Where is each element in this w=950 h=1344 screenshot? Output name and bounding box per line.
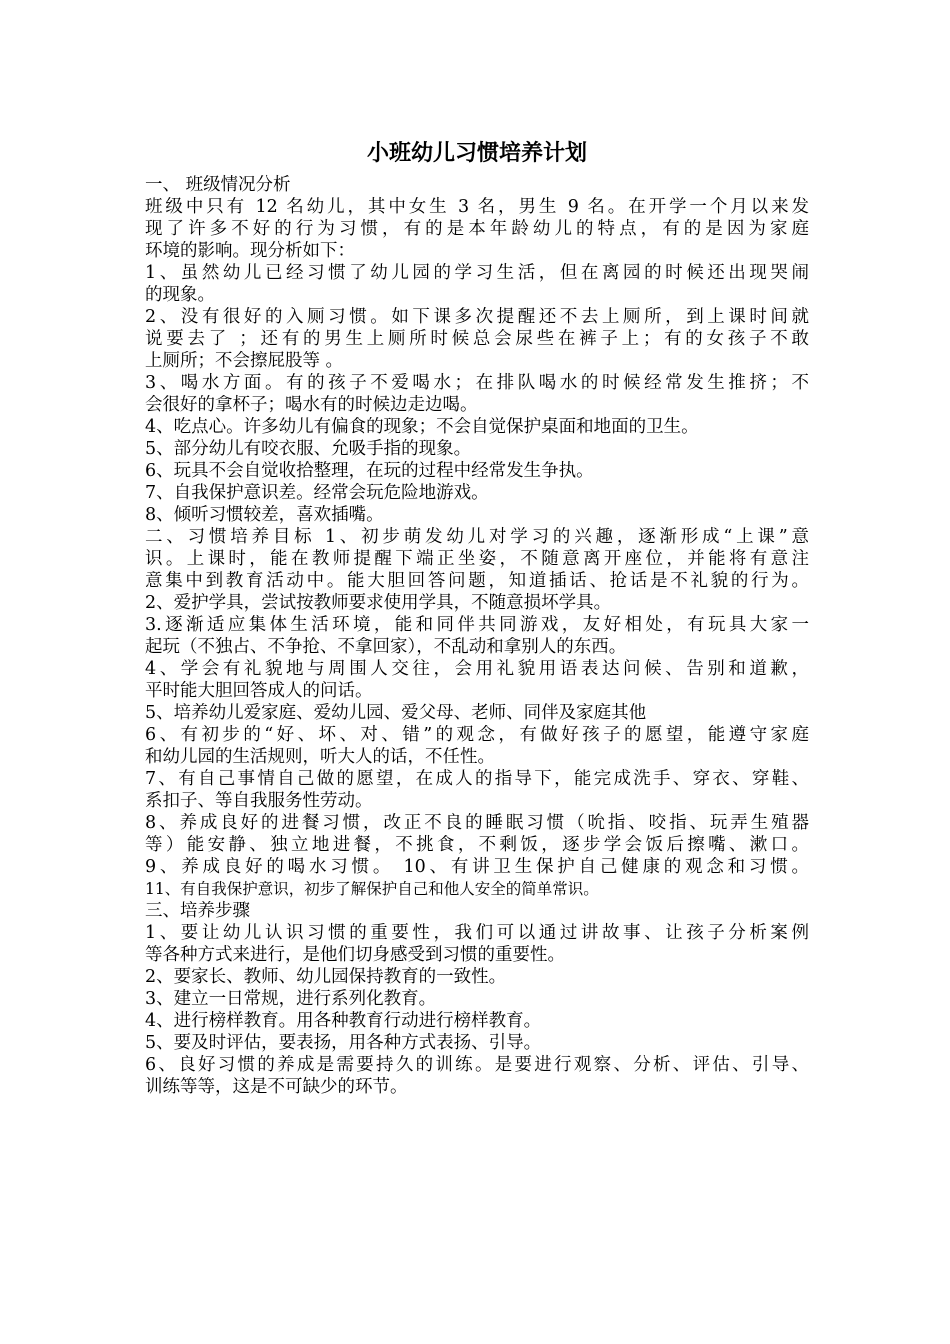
text-line: 3.逐渐适应集体生活环境，能和同伴共同游戏，友好相处，有玩具大家一 [145,615,809,635]
text-line: 一、 班级情况分析 [145,175,291,195]
text-line: 9、养成良好的喝水习惯。 10、有讲卫生保护自己健康的观念和习惯。 [145,857,809,877]
text-line: 2、爱护学具，尝试按教师要求使用学具，不随意损坏学具。 [145,593,612,613]
text-line: 平时能大胆回答成人的问话。 [145,681,373,701]
text-line: 识。上课时，能在教师提醒下端正坐姿，不随意离开座位，并能将有意注 [145,549,809,569]
text-line: 起玩（不独占、不争抢、不拿回家），不乱动和拿别人的东西。 [145,637,627,657]
text-line: 6、有初步的“好、坏、对、错”的观念，有做好孩子的愿望，能遵守家庭 [145,725,809,745]
text-line: 8、倾听习惯较差，喜欢插嘴。 [145,505,384,525]
text-line: 7、有自己事情自己做的愿望，在成人的指导下，能完成洗手、穿衣、穿鞋、 [145,769,809,789]
text-line: 意集中到教育活动中。能大胆回答问题，知道插话、抢话是不礼貌的行为。 [145,571,809,591]
document-body [145,174,809,1098]
text-line: 11、有自我保护意识，初步了解保护自己和他人安全的简单常识。 [145,880,599,898]
text-line: 和幼儿园的生活规则，听大人的话，不任性。 [145,747,495,767]
text-line: 等各种方式来进行，是他们切身感受到习惯的重要性。 [145,945,565,965]
text-line: 环境的影响。现分析如下： [145,241,355,261]
text-line: 8、养成良好的进餐习惯，改正不良的睡眠习惯（吮指、咬指、玩弄生殖器 [145,813,809,833]
text-line: 2、要家长、教师、幼儿园保持教育的一致性。 [145,967,507,987]
text-line: 5、培养幼儿爱家庭、爱幼儿园、爱父母、老师、同伴及家庭其他 [145,703,647,723]
text-line: 5、部分幼儿有咬衣服、允吸手指的现象。 [145,439,472,459]
text-line: 6、玩具不会自觉收拾整理，在玩的过程中经常发生争执。 [145,461,594,481]
text-line: 7、自我保护意识差。经常会玩危险地游戏。 [145,483,489,503]
text-line: 系扣子、等自我服务性劳动。 [145,791,373,811]
text-line: 1、要让幼儿认识习惯的重要性，我们可以通过讲故事、让孩子分析案例 [145,923,809,943]
document-page [145,132,809,1098]
text-line: 说要去了 ；还有的男生上厕所时候总会尿些在裤子上；有的女孩子不敢 [145,329,809,349]
text-line: 现了许多不好的行为习惯，有的是本年龄幼儿的特点，有的是因为家庭 [145,219,809,239]
text-line: 班级中只有 12 名幼儿，其中女生 3 名，男生 9 名。在开学一个月以来发 [145,197,809,217]
text-line: 上厕所；不会擦屁股等 。 [145,351,344,371]
text-line: 3、建立一日常规，进行系列化教育。 [145,989,437,1009]
text-line: 4、进行榜样教育。用各种教育行动进行榜样教育。 [145,1011,542,1031]
text-line: 等）能安静、独立地进餐，不挑食，不剩饭，逐步学会饭后擦嘴、漱口。 [145,835,809,855]
text-line: 6、良好习惯的养成是需要持久的训练。是要进行观察、分析、评估、引导、 [145,1055,809,1075]
text-line: 会很好的拿杯子；喝水有的时候边走边喝。 [145,395,478,415]
text-line: 3、喝水方面。有的孩子不爱喝水；在排队喝水的时候经常发生推挤；不 [145,373,809,393]
text-line: 的现象。 [145,285,215,305]
text-line: 5、要及时评估，要表扬，用各种方式表扬、引导。 [145,1033,542,1053]
text-line: 1、虽然幼儿已经习惯了幼儿园的学习生活，但在离园的时候还出现哭闹 [145,263,809,283]
text-line: 训练等等，这是不可缺少的环节。 [145,1077,408,1097]
text-line: 4、吃点心。许多幼儿有偏食的现象；不会自觉保护桌面和地面的卫生。 [145,417,699,437]
document-title: 小班幼儿习惯培养计划 [366,140,587,166]
text-line: 二、习惯培养目标 1、初步萌发幼儿对学习的兴趣，逐渐形成“上课”意 [145,527,809,547]
text-line: 4、学会有礼貌地与周围人交往，会用礼貌用语表达问候、告别和道歉， [145,659,809,679]
text-line: 2、没有很好的入厕习惯。如下课多次提醒还不去上厕所，到上课时间就 [145,307,809,327]
text-line: 三、培养步骤 [145,901,250,921]
